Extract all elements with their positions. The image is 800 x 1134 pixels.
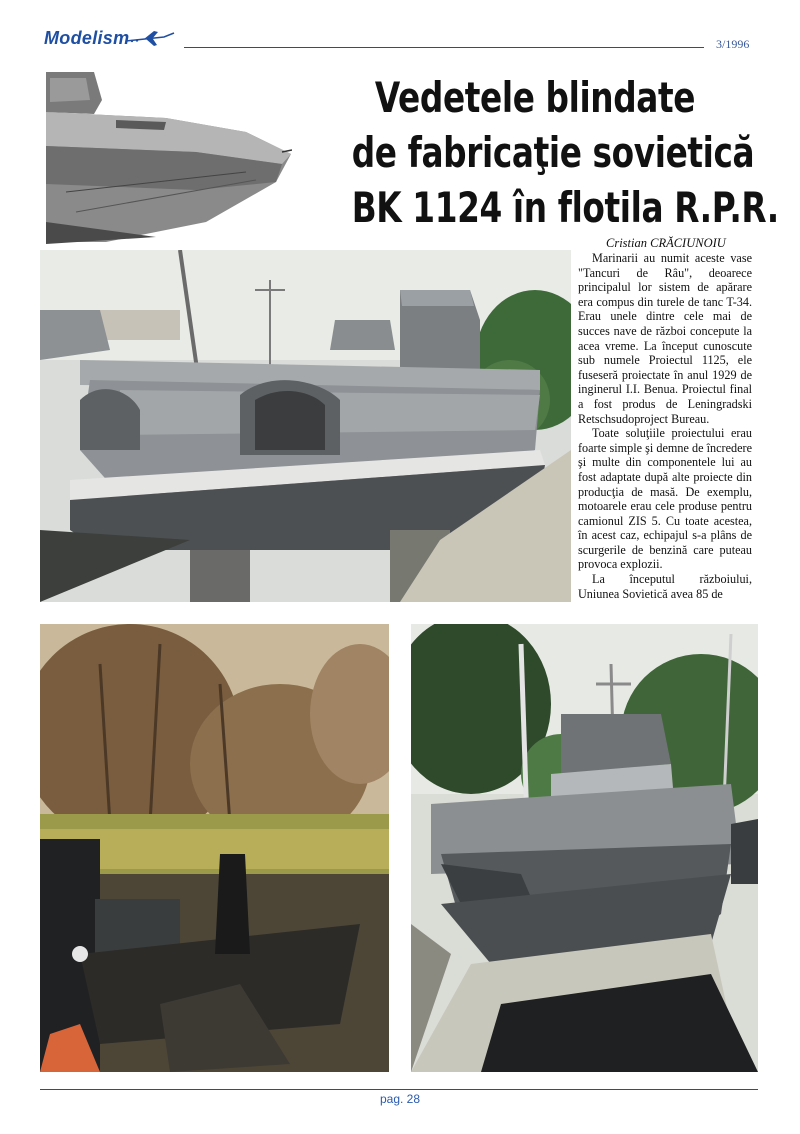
page-number: pag. 28: [379, 1092, 421, 1106]
issue-number: 3/1996: [716, 37, 750, 51]
title-line: Vedetele blindate: [374, 73, 696, 122]
photo-boat-front: [411, 624, 758, 1072]
article-body: [578, 251, 752, 601]
photo-bow-detail: [46, 72, 292, 244]
magazine-logo: Modelism: [44, 28, 130, 48]
article-title: [351, 70, 779, 235]
body-paragraph: Marinarii au numit aceste vase "Tancuri de Râu", deoarece principalul lor sistem de apărare era compus din turele de tanc T-34. Erau unele dintre cele mai de succes nave de război concepute la acea vreme. La început cunoscute sub numele Proiectul 1125, ele fuseseră proiectate în anul 1929 de inginerul I.I. Benua. Proiectul final a fost produs de Leningradski Retschsudoproject Bureau.: [578, 251, 752, 426]
header-rule: [184, 47, 704, 48]
photo-boat-side: [40, 250, 571, 602]
title-line: de fabricaţie sovietică: [351, 128, 755, 177]
footer-rule: [40, 1089, 758, 1090]
author-byline: Cristian CRĂCIUNOIU: [606, 236, 726, 250]
body-paragraph: Toate soluţiile proiectului erau foarte simple şi demne de încredere şi multe din componentele lui au fost adaptate după alte proiecte din producţia de masă. De exemplu, motoarele erau cele produse pentru camionul ZIS 5. Cu toate acestea, în acest caz, echipajul s-a plâns de scurgerile de benzină care puteau provoca explozii.: [578, 426, 752, 572]
title-line: BK 1124 în flotila R.P.R.: [351, 183, 779, 232]
body-paragraph: La începutul războiului, Uniunea Sovietică avea 85 de: [578, 572, 752, 601]
photo-river-scene: [40, 624, 389, 1072]
model-aircraft-icon: [124, 29, 176, 49]
